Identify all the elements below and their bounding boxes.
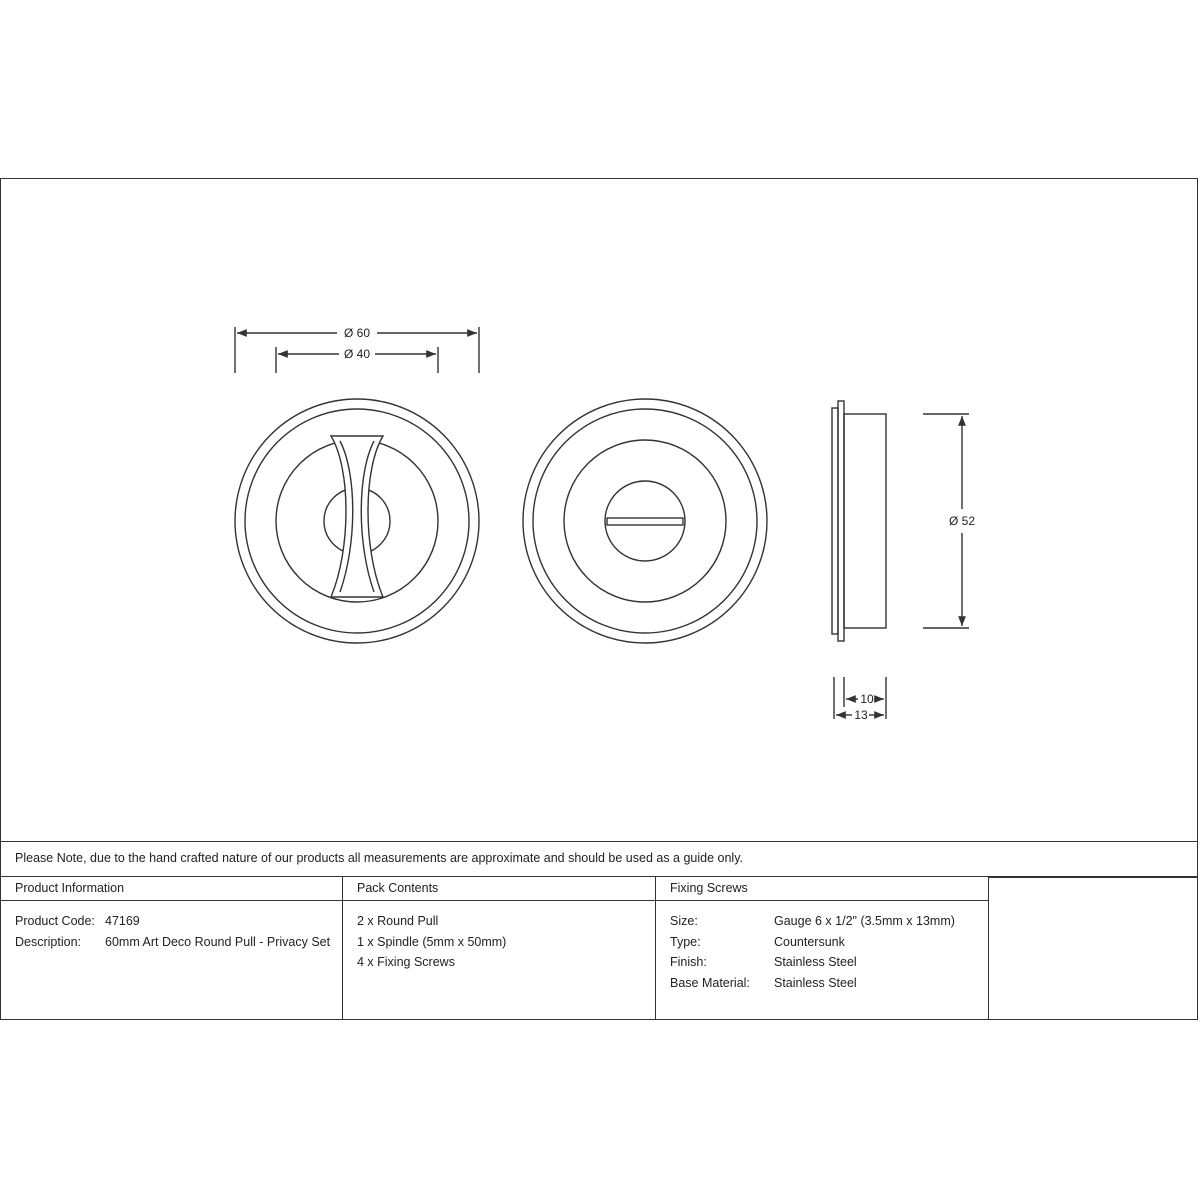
screw-material-label: Base Material:	[670, 975, 750, 990]
drawing-sheet	[0, 178, 1198, 1020]
label-inner-diameter: Ø 40	[343, 347, 371, 361]
fixing-screws-column	[656, 877, 989, 1019]
product-information-heading: Product Information	[1, 877, 342, 901]
screw-finish-row	[670, 952, 988, 973]
screw-material-row	[670, 973, 988, 994]
front-view-release	[523, 399, 767, 643]
pack-contents-heading: Pack Contents	[343, 877, 655, 901]
side-view	[832, 401, 886, 641]
turn-lever	[331, 436, 383, 597]
pack-item: 1 x Spindle (5mm x 50mm)	[357, 934, 507, 949]
screw-type-label: Type:	[670, 934, 701, 949]
screw-size-value: Gauge 6 x 1/2" (3.5mm x 13mm)	[774, 914, 955, 928]
pack-contents-column	[343, 877, 656, 1019]
product-code-label: Product Code:	[15, 914, 95, 928]
fixing-screws-heading: Fixing Screws	[656, 877, 988, 901]
screw-material-value: Stainless Steel	[774, 975, 857, 990]
empty-column	[989, 877, 1197, 878]
screw-finish-label: Finish:	[670, 955, 707, 969]
product-code-value: 47169	[105, 914, 140, 928]
product-information-column	[1, 877, 343, 1019]
disclaimer-note: Please Note, due to the hand crafted nature of our products all measurements are approximate and should be used as a guide only.	[1, 841, 1197, 877]
screw-size-row	[670, 911, 988, 932]
release-slot	[607, 518, 683, 525]
technical-drawing	[1, 179, 1197, 841]
label-side-diameter: Ø 52	[948, 514, 976, 528]
pack-item: 2 x Round Pull	[357, 914, 439, 928]
flange-step	[838, 401, 844, 641]
label-outer-diameter: Ø 60	[343, 326, 371, 340]
description-value: 60mm Art Deco Round Pull - Privacy Set	[105, 934, 331, 949]
pack-item: 4 x Fixing Screws	[357, 955, 455, 969]
screw-type-value: Countersunk	[774, 934, 845, 949]
flange	[832, 408, 838, 634]
label-depth-total: 13	[854, 708, 868, 722]
description-label: Description:	[15, 934, 81, 949]
cup-body	[844, 414, 886, 628]
description-row	[15, 932, 342, 953]
screw-type-row	[670, 932, 988, 953]
screw-size-label: Size:	[670, 914, 698, 928]
front-view-turn	[235, 399, 479, 643]
product-code-row	[15, 911, 342, 932]
label-depth-inner: 10	[860, 692, 874, 706]
screw-finish-value: Stainless Steel	[774, 955, 857, 969]
